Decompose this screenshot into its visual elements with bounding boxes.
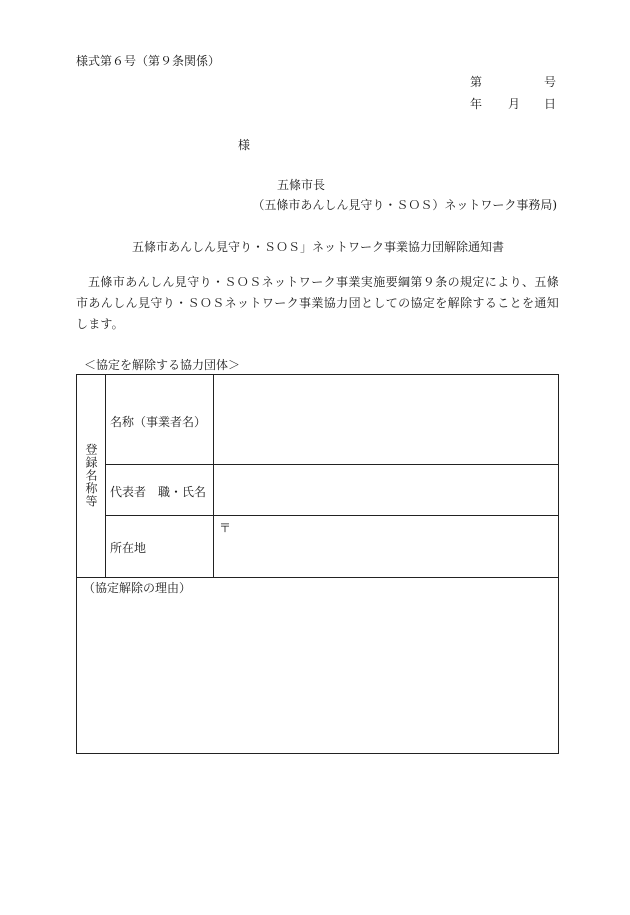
divider xyxy=(105,464,558,465)
name-label: 名称（事業者名） xyxy=(110,415,207,429)
section-heading: ＜協定を解除する協力団体＞ xyxy=(84,358,241,372)
number-suffix: 号 xyxy=(543,75,556,89)
association-form-table xyxy=(76,374,559,754)
address-field[interactable] xyxy=(217,535,553,571)
registered-name-side-label: 登録名称等 xyxy=(84,443,98,508)
date-month: 月 xyxy=(508,97,521,111)
issuer-office: （五條市あんしん見守り・ＳＯＳ）ネットワーク事務局) xyxy=(252,198,557,212)
representative-label: 代表者 職・氏名 xyxy=(110,485,207,499)
address-label: 所在地 xyxy=(110,541,147,555)
representative-field[interactable] xyxy=(217,469,553,509)
date-year: 年 xyxy=(470,97,483,111)
issuer-name: 五條市長 xyxy=(277,178,326,192)
reason-label: （協定解除の理由） xyxy=(83,581,192,595)
divider xyxy=(77,577,558,578)
recipient-honorific: 様 xyxy=(238,138,251,152)
document-body: 五條市あんしん見守り・ＳＯＳネットワーク事業実施要綱第９条の規定により、五條市あんしん見守り・ＳＯＳネットワーク事業協力団としての協定を解除することを通知します。 xyxy=(76,275,559,331)
divider xyxy=(105,515,558,516)
name-field[interactable] xyxy=(217,383,553,459)
divider xyxy=(105,375,106,577)
divider xyxy=(213,375,214,577)
form-number: 様式第６号（第９条関係） xyxy=(76,54,221,68)
reason-field[interactable] xyxy=(83,599,551,747)
number-prefix: 第 xyxy=(470,75,483,89)
postal-mark: 〒 xyxy=(219,521,232,535)
date-day: 日 xyxy=(543,97,556,111)
document-title: 五條市あんしん見守り・ＳＯＳ」ネットワーク事業協力団解除通知書 xyxy=(131,240,504,254)
